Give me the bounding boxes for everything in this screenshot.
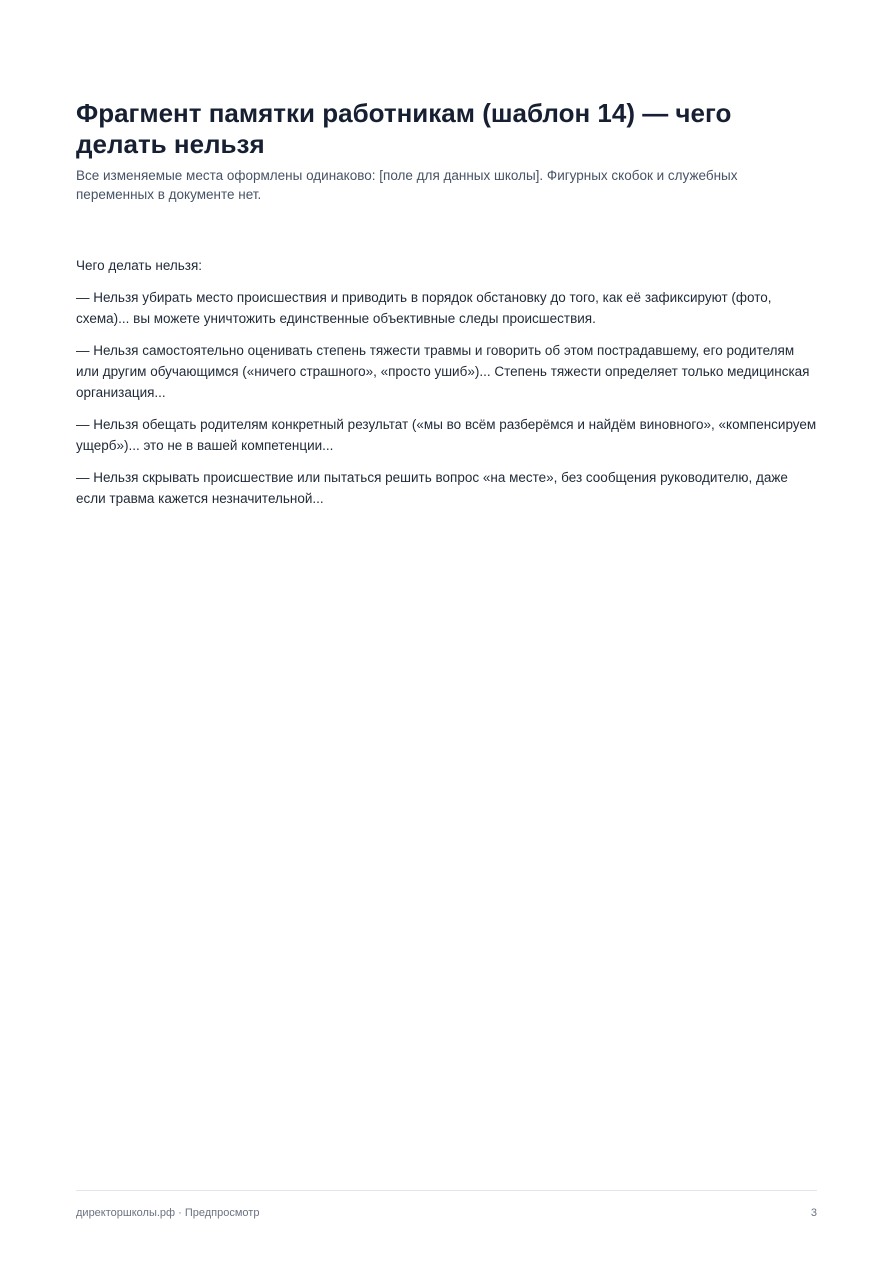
list-item: — Нельзя скрывать происшествие или пытаться решить вопрос «на месте», без сообщения руководителю, даже если травма кажется незначительной... xyxy=(76,470,788,506)
document-page xyxy=(76,98,818,520)
list-item: — Нельзя убирать место происшествия и приводить в порядок обстановку до того, как её зафиксируют (фото, схема)... вы можете уничтожить единственные объективные следы происшествия. xyxy=(76,290,772,326)
list-item: — Нельзя обещать родителям конкретный результат («мы во всём разберёмся и найдём виновного», «компенсируем ущерб»)... это не в вашей компетенции... xyxy=(76,417,817,453)
page-footer xyxy=(76,1190,817,1219)
document-body xyxy=(76,255,818,509)
page-title: Фрагмент памятки работникам (шаблон 14) — чего делать нельзя xyxy=(76,98,732,159)
page-number: 3 xyxy=(810,1207,817,1219)
section-lead: Чего делать нельзя: xyxy=(76,258,203,273)
footer-source: директоршколы.рф · Предпросмотр xyxy=(76,1207,260,1219)
page-subtitle: Все изменяемые места оформлены одинаково: [поле для данных школы]. Фигурных скобок и служебных переменных в документе нет. xyxy=(76,168,738,202)
list-item: — Нельзя самостоятельно оценивать степень тяжести травмы и говорить об этом пострадавшему, его родителям или другим обучающимся («ничего страшного», «просто ушиб»)... Степень тяжести определяет только медицинская организация... xyxy=(76,343,810,400)
